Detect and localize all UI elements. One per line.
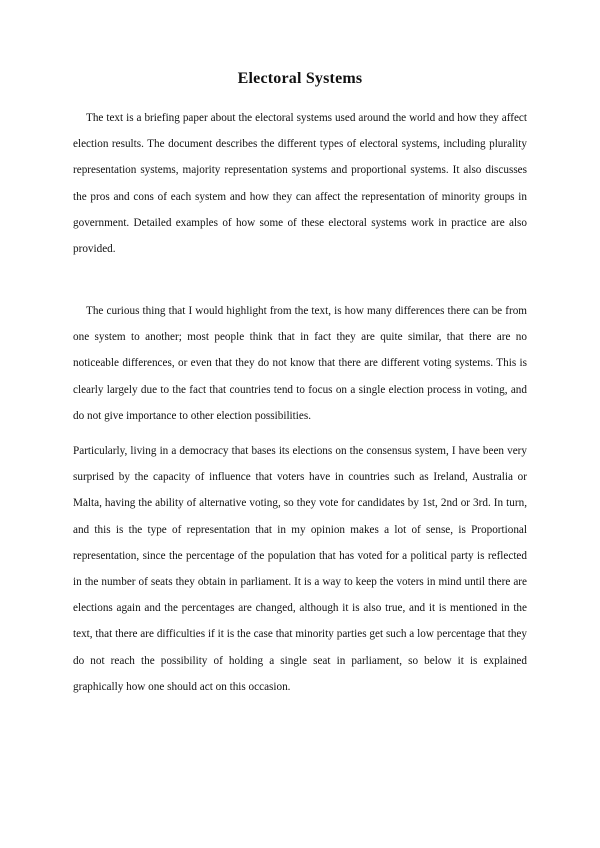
document-title: Electoral Systems (237, 70, 363, 87)
paragraph-summary: The text is a briefing paper about the electoral systems used around the world and how they affect election results. The document describes the different types of electoral systems, including plurality representation systems, majority representation systems and proportional systems. It also discusses the pros and cons of each system and how they can affect the representation of minority groups in government. Detailed examples of how some of these electoral systems work in practice are also provided. (73, 112, 527, 256)
paragraph-opinion: Particularly, living in a democracy that bases its elections on the consensus system, I have been very surprised by the capacity of influence that voters have in countries such as Ireland, Australia or Malta, having the ability of alternative voting, so they vote for candidates by 1st, 2nd or 3rd. In turn, and this is the type of representation that in my opinion makes a lot of sense, is Proportional representation, since the percentage of the population that has voted for a political party is reflected in the number of seats they obtain in parliament. It is a way to keep the voters in mind until there are elections again and the percentages are changed, although it is also true, and it is mentioned in the text, that there are difficulties if it is the case that minority parties get such a low percentage that they do not reach the possibility of holding a single seat in parliament, so below it is explained graphically how one should act on this occasion. (73, 445, 527, 693)
paragraph-highlight: The curious thing that I would highlight from the text, is how many differences there can be from one system to another; most people think that in fact they are quite similar, that there are no noticeable differences, or even that they do not know that there are different voting systems. This is clearly largely due to the fact that countries tend to focus on a single election process in voting, and do not give importance to other election possibilities. (73, 305, 527, 422)
